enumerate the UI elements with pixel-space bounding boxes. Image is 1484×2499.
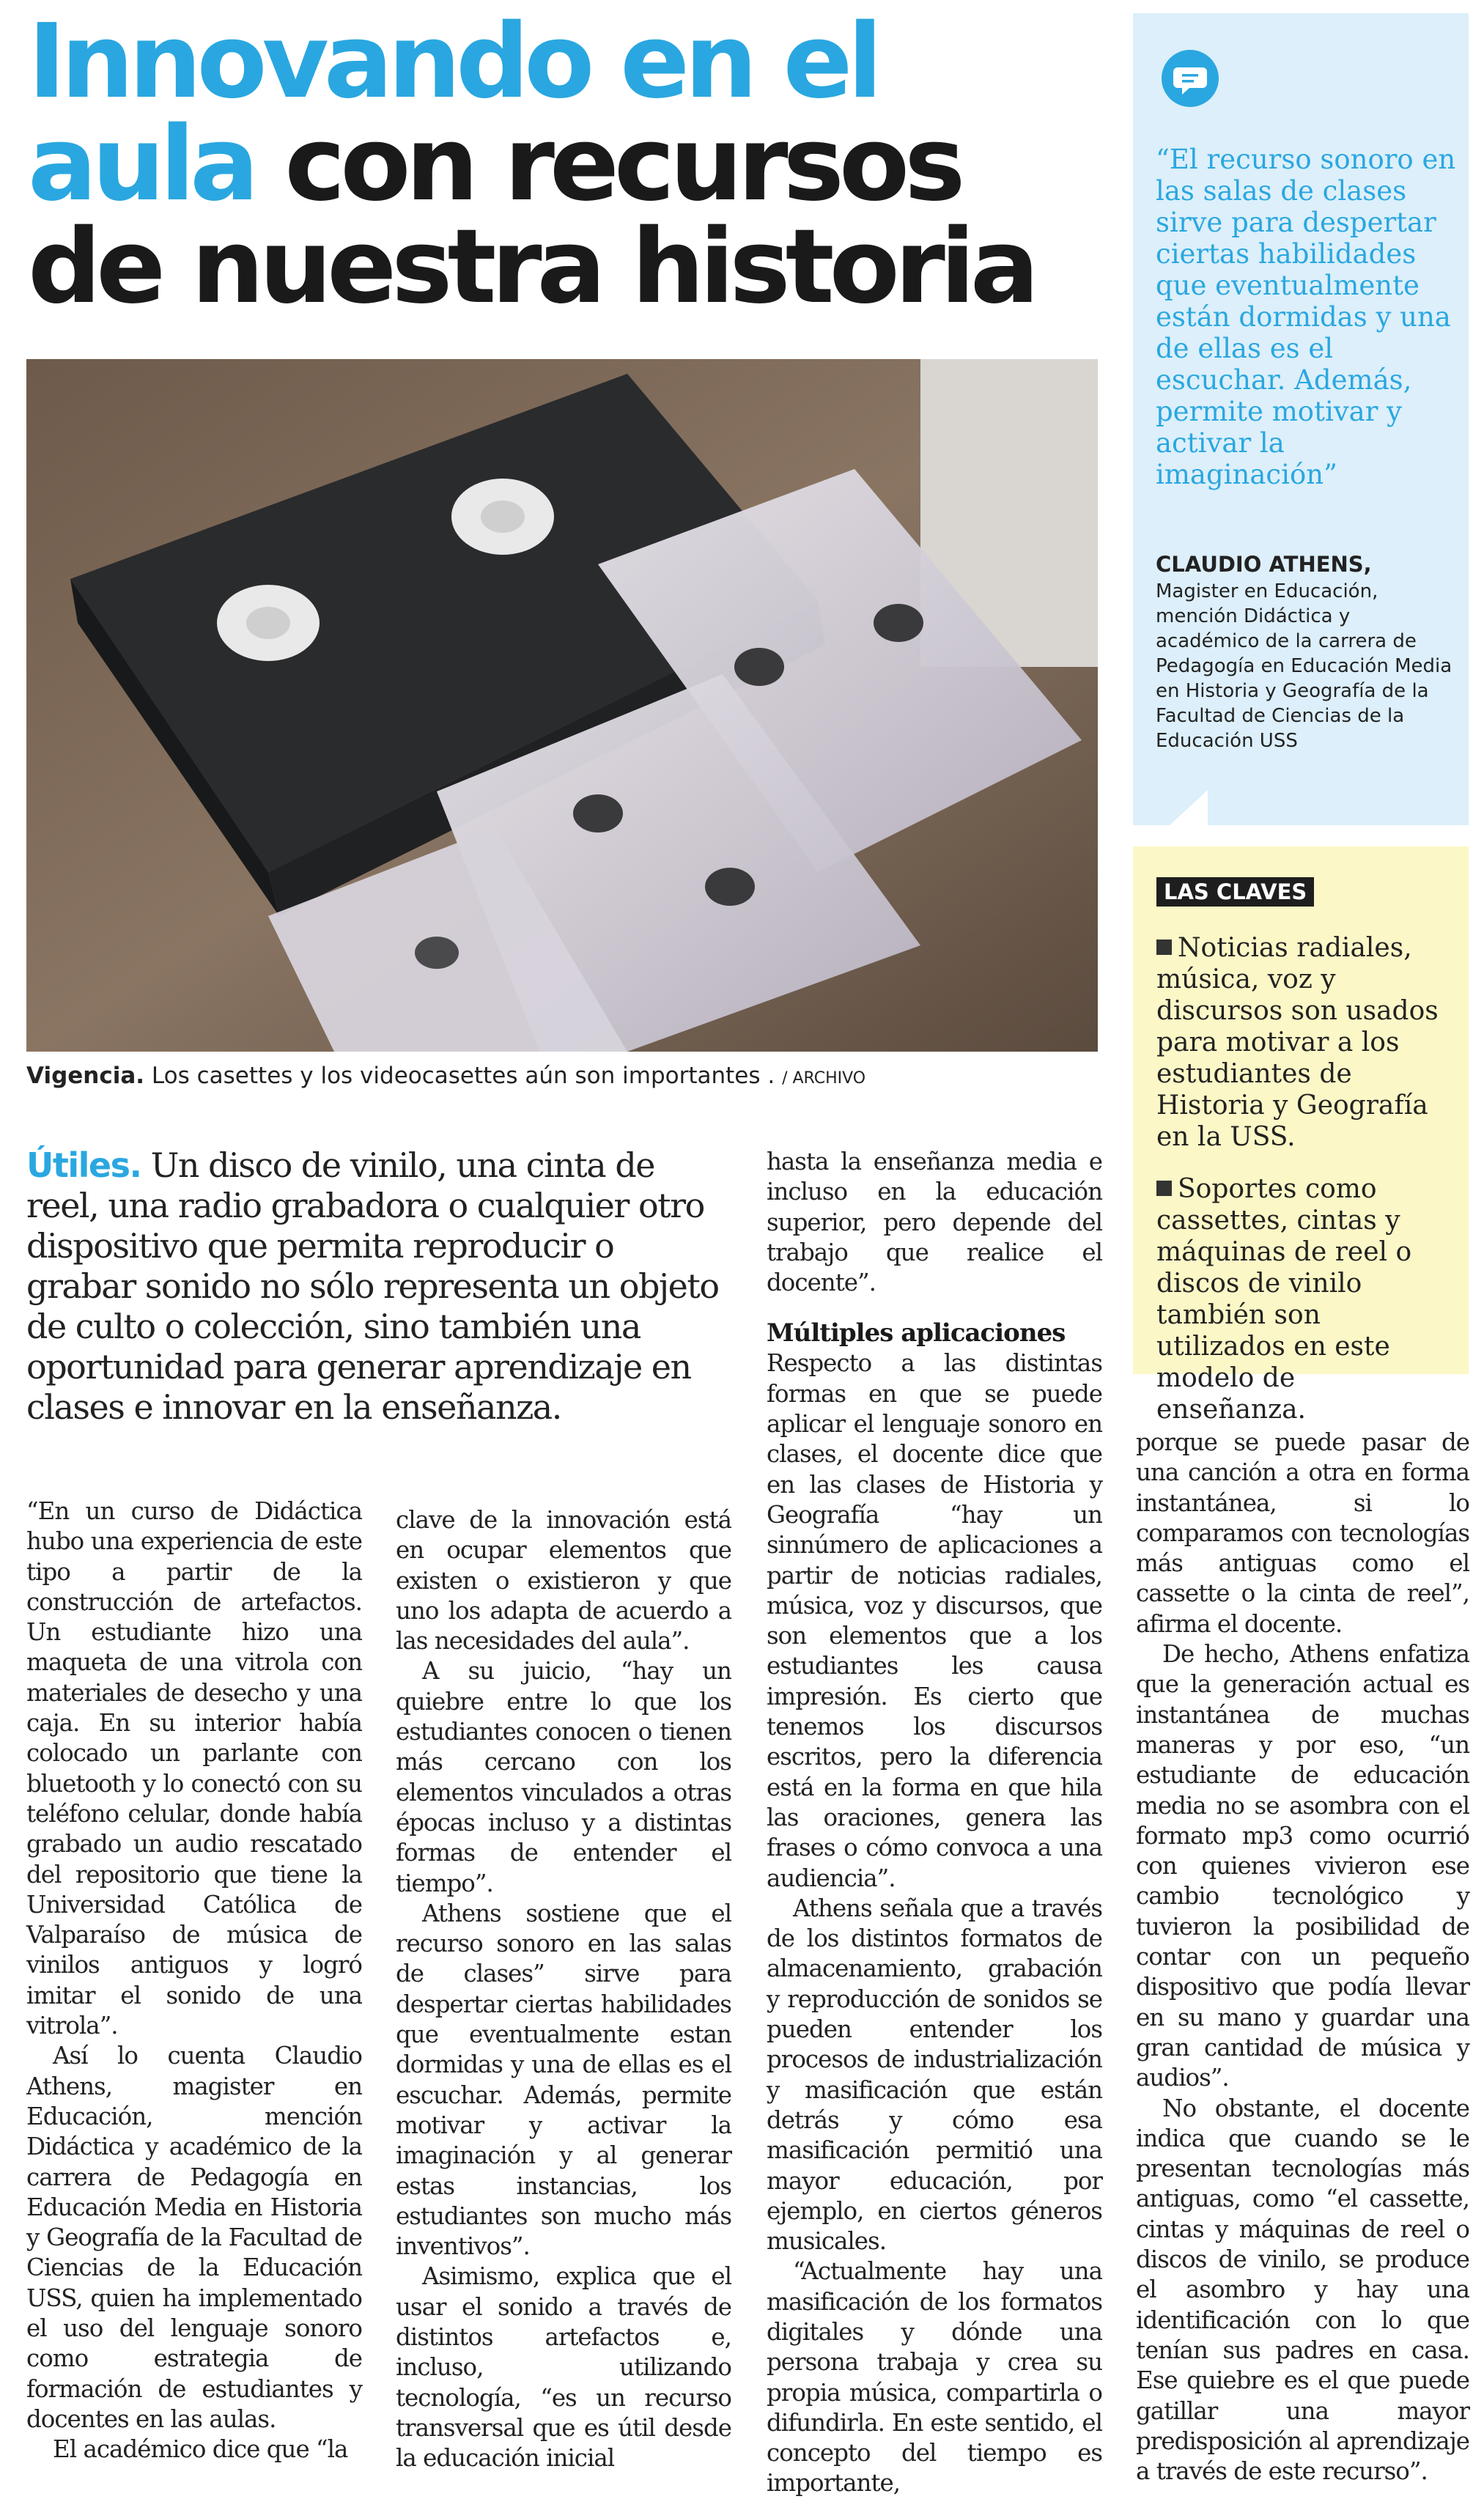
lead-text: Un disco de vinilo, una cinta de reel, una radio grabadora o cualquier otro dispositivo que permita reproducir o grabar sonido no sólo representa un objeto de culto o colección, sino también una oportunidad para generar aprendizaje en clases e innovar en la enseñanza. bbox=[26, 1145, 719, 1427]
paragraph: Athens señala que a través de los distintos formatos de almacenamiento, grabación y reproducción de sonidos se pueden entender los procesos de industrialización y masificación que están detrás y cómo esa masificación permitió una mayor educación, por ejemplo, en ciertos géneros musicales. bbox=[767, 1894, 1102, 2256]
headline-part-3: con recursos bbox=[284, 105, 961, 224]
headline-part-2: aula bbox=[28, 105, 254, 224]
paragraph: El académico dice que “la bbox=[53, 2435, 348, 2464]
paragraph: Respecto a las distintas formas en que se puede aplicar el lenguaje sonoro en clases, el docente dice que en las clases de Historia y Geografía “hay un sinnúmero de aplicaciones a partir de noticias radiales, música, voz y discursos, que son elementos que a los estudiantes les causa impresión. Es cierto que tenemos los discursos escritos, pero la diferencia está en la forma en que hila las oraciones, genera las frases o cómo convoca a una audiencia”. bbox=[767, 1349, 1102, 1892]
paragraph: porque se puede pasar de una canción a otra en forma instantánea, si lo comparamos con tecnologías más antiguas como el cassette o la cinta de reel”, afirma el docente. bbox=[1136, 1428, 1469, 1638]
headline-part-4: de nuestra historia bbox=[28, 207, 1035, 327]
caption-source: / ARCHIVO bbox=[782, 1069, 866, 1088]
photo-caption bbox=[26, 1061, 1096, 1093]
square-bullet-icon bbox=[1156, 940, 1172, 955]
keys-list bbox=[1156, 932, 1448, 1446]
keys-item: Soportes como cassettes, cintas y máquinas de reel o discos de vinilo también son utilizados en este modelo de enseñanza. bbox=[1156, 1174, 1412, 1425]
body-column-4 bbox=[1136, 1428, 1469, 2487]
paragraph: A su juicio, “hay un quiebre entre lo que los estudiantes conocen o tienen más cercano con los elementos vinculados a otras épocas incluso y a distintas formas de entender el tiempo”. bbox=[396, 1657, 731, 1897]
paragraph: “En un curso de Didáctica hubo una experiencia de este tipo a partir de la construcción de artefactos. Un estudiante hizo una maqueta de una vitrola con materiales de desecho y una caja. En su interior había colocado un parlante con bluetooth y lo conectó con su teléfono celular, donde había grabado un audio rescatado del repositorio que tiene la Universidad Católica de Valparaíso de música de vinilos antiguos y logró imitar el sonido de una vitrola”. bbox=[26, 1497, 362, 2040]
paragraph: “Actualmente hay una masificación de los formatos digitales y dónde una persona trabaja y crea su propia música, compartirla o difundirla. En este sentido, el concepto del tiempo es importante, bbox=[767, 2257, 1102, 2498]
subheading: Múltiples aplicaciones bbox=[767, 1318, 1066, 1348]
paragraph: Athens sostiene que el recurso sonoro en las salas de clases” sirve para despertar ciertas habilidades que eventualmente estan dormidas y una de ellas es el escuchar. Además, permite motivar y activar la imaginación y al generar estas instancias, los estudiantes son mucho más inventivos”. bbox=[396, 1899, 731, 2261]
paragraph: De hecho, Athens enfatiza que la generación actual es instantánea de muchas maneras y por eso, “un estudiante de educación media no se asombra con el formato mp3 como ocurrió con quienes vivieron ese cambio tecnológico y tuvieron la posibilidad de contar con un pequeño dispositivo que podía llevar en su mano y guardar una gran cantidad de música y audios”. bbox=[1136, 1640, 1469, 2092]
quote-author-name: CLAUDIO ATHENS, bbox=[1156, 552, 1372, 577]
keys-title: LAS CLAVES bbox=[1156, 877, 1314, 907]
paragraph: clave de la innovación está en ocupar elementos que existen o existieron y que uno los adapta de acuerdo a las necesidades del aula”. bbox=[396, 1506, 731, 1655]
paragraph: No obstante, el docente indica que cuando se le presentan tecnologías más antiguas, como “el cassette, cintas y máquinas de reel o discos de vinilo, se produce el asombro y hay una identificación con lo que tenían sus padres en casa. Ese quiebre es el que puede gatillar una mayor predisposición al aprendizaje a través de este recurso”. bbox=[1136, 2094, 1469, 2486]
lead-label: Útiles. bbox=[26, 1145, 141, 1185]
lead-paragraph bbox=[26, 1145, 726, 1428]
quote-box-notch bbox=[1170, 790, 1208, 825]
headline bbox=[28, 2, 1105, 327]
paragraph: hasta la enseñanza media e incluso en la educación superior, pero depende del trabajo que realice el docente”. bbox=[767, 1148, 1102, 1297]
body-column-2 bbox=[396, 1505, 731, 2474]
body-column-1 bbox=[26, 1496, 362, 2465]
square-bullet-icon bbox=[1156, 1181, 1172, 1196]
headline-part-1: Innovando en el bbox=[28, 2, 878, 122]
cassettes-photo bbox=[26, 359, 1098, 1052]
body-column-3 bbox=[767, 1147, 1102, 2499]
caption-text: Los casettes y los videocasettes aún son importantes . bbox=[151, 1063, 775, 1089]
paragraph: Así lo cuenta Claudio Athens, magister en Educación, mención Didáctica y académico de la carrera de Pedagogía en Educación Media en Historia y Geografía de la Facultad de Ciencias de la Educación USS, quien ha implementado el uso del lenguaje sonoro como estrategia de formación de estudiantes y docentes en las aulas. bbox=[26, 2042, 362, 2433]
pull-quote: “El recurso sonoro en las salas de clases sirve para despertar ciertas habilidades que eventualmente están dormidas y una de ellas es el escuchar. Además, permite motivar y activar la imaginación” bbox=[1156, 144, 1456, 490]
cassettes-illustration bbox=[26, 359, 1098, 1052]
keys-item: Noticias radiales, música, voz y discursos son usados para motivar a los estudiantes de Historia y Geografía en la USS. bbox=[1156, 933, 1439, 1152]
quote-author-description: Magister en Educación, mención Didáctica y académico de la carrera de Pedagogía en Educación Media en Historia y Geografía de la Facultad de Ciencias de la Educación USS bbox=[1156, 580, 1452, 752]
speech-bubble-icon bbox=[1162, 50, 1219, 107]
paragraph: Asimismo, explica que el usar el sonido a través de distintos artefactos e, incluso, utilizando tecnología, “es un recurso transversal que es útil desde la educación inicial bbox=[396, 2262, 731, 2473]
caption-label: Vigencia. bbox=[26, 1063, 145, 1089]
